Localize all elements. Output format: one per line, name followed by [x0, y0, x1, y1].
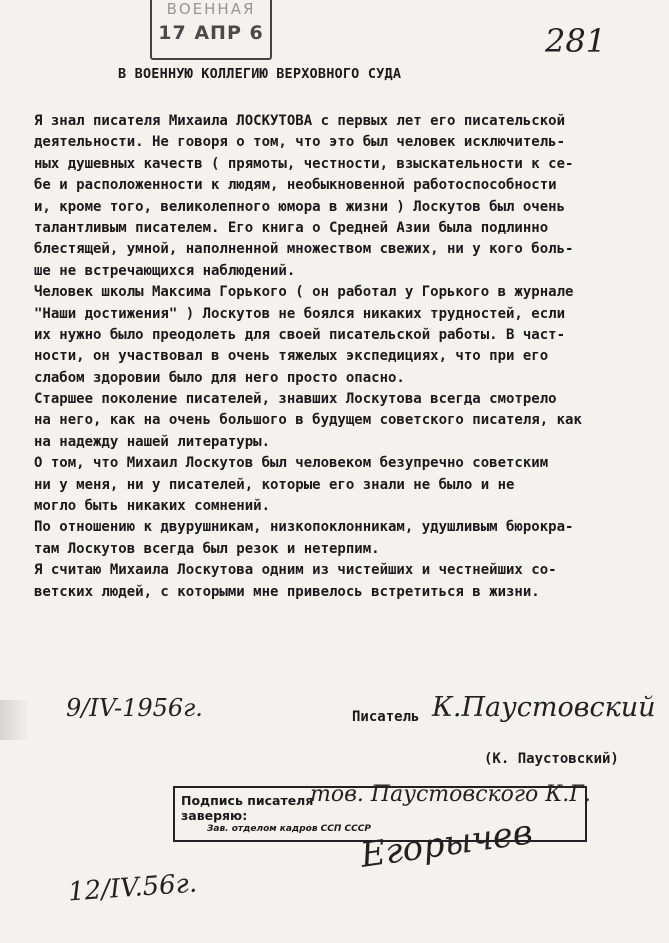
- body-line: ных душевных качеств ( прямоты, честности, взыскательности к се-: [34, 155, 574, 172]
- body-line: ности, он участвовал в очень тяжелых экспедициях, что при его: [34, 348, 549, 365]
- signer-label: Писатель: [352, 709, 420, 725]
- signer-name: (К. Паустовский): [484, 751, 619, 767]
- body-line: их нужно было преодолеть для своей писательской работы. В част-: [34, 326, 566, 343]
- body-line: Старшее поколение писателей, знавших Лоскутова всегда смотрело: [34, 391, 557, 408]
- body-line: талантливым писателем. Его книга о Средней Азии была подлинно: [34, 219, 549, 236]
- bottom-handwritten-date: 12/IV.56г.: [67, 868, 198, 908]
- body-line: и, кроме того, великолепного юмора в жизни ) Лоскутов был очень: [34, 198, 566, 215]
- body-line: По отношению к двурушникам, низкопоклонникам, удушливым бюрокра-: [34, 519, 574, 536]
- letter-body: [34, 111, 669, 603]
- stamp-line-3: Зав. отделом кадров ССП СССР: [207, 824, 371, 834]
- body-line: могло быть никаких сомнений.: [34, 498, 271, 515]
- body-line: ни у меня, ни у писателей, которые его знали не было и не: [34, 476, 515, 493]
- document-heading: В ВОЕННУЮ КОЛЛЕГИЮ ВЕРХОВНОГО СУДА: [118, 66, 402, 82]
- body-line: деятельности. Не говоря о том, что это был человек исключитель-: [34, 134, 566, 151]
- body-line: на него, как на очень большого в будущем советского писателя, как: [34, 412, 582, 429]
- body-line: блестящей, умной, наполненной множеством свежих, ни у кого боль-: [34, 241, 574, 258]
- author-signature: К.Паустовский: [432, 692, 656, 723]
- certifier-signature: Егорычев: [358, 812, 535, 876]
- body-line: на надежду нашей литературы.: [34, 433, 271, 450]
- stamp-line-1: Подпись писателя: [181, 793, 314, 808]
- body-line: ше не встречающихся наблюдений.: [34, 262, 296, 279]
- edge-smudge: [0, 700, 30, 740]
- body-line: Я считаю Михаила Лоскутова одним из чистейших и честнейших со-: [34, 562, 557, 579]
- body-line: там Лоскутов всегда был резок и нетерпим.: [34, 540, 380, 557]
- body-line: Я знал писателя Михаила ЛОСКУТОВА с первых лет его писательской: [34, 113, 566, 129]
- stamp-handwritten-fill: тов. Паустовского К.Г.: [310, 782, 591, 807]
- stamp-line-2: заверяю:: [181, 808, 248, 823]
- stamp-line-1: ВОЕННАЯ: [166, 0, 256, 18]
- body-line: слабом здоровии было для него просто опасно.: [34, 369, 405, 386]
- page-number: 281: [545, 22, 607, 60]
- body-line: ветских людей, с которыми мне привелось встретиться в жизни.: [34, 583, 540, 600]
- body-line: О том, что Михаил Лоскутов был человеком безупречно советским: [34, 455, 549, 472]
- stamp-line-2: 17 АПР 6: [158, 22, 264, 44]
- body-line: бе и расположенности к людям, необыкновенной работоспособности: [34, 177, 557, 194]
- body-line: Человек школы Максима Горького ( он работал у Горького в журнале: [34, 284, 574, 301]
- handwritten-date: 9/IV-1956г.: [66, 694, 203, 722]
- body-line: "Наши достижения" ) Лоскутов не боялся никаких трудностей, если: [34, 305, 566, 322]
- registration-stamp: [150, 0, 272, 60]
